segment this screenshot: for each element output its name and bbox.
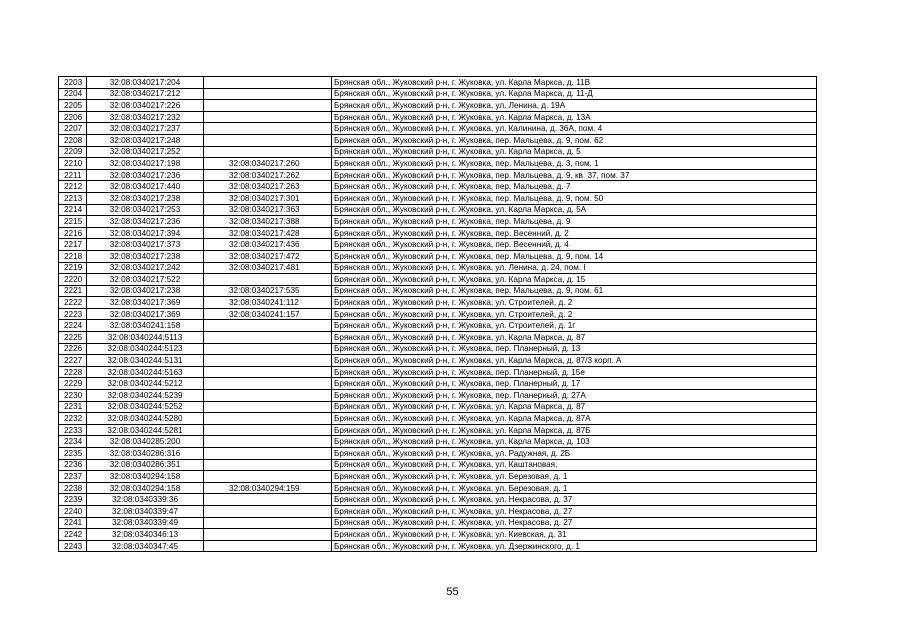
cadastral-number-cell: 32:08:0340217:238 <box>87 285 204 297</box>
cadastral-number-cell: 32:08:0340217:212 <box>87 88 204 100</box>
address-cell: Брянская обл., Жуковский р-н, г. Жуковка, ул. Дзержинского, д. 1 <box>332 540 817 552</box>
address-cell: Брянская обл., Жуковский р-н, г. Жуковка, ул. Березовая, д. 1 <box>332 471 817 483</box>
address-cell: Брянская обл., Жуковский р-н, г. Жуковка, пер. Мальцева, д. 9 <box>332 216 817 228</box>
address-cell: Брянская обл., Жуковский р-н, г. Жуковка, пер. Планерный, д. 13 <box>332 343 817 355</box>
table-row <box>59 192 817 204</box>
related-cadastral-number-cell: 32:08:0340217:301 <box>204 192 332 204</box>
row-number-cell: 2216 <box>59 227 87 239</box>
table-row <box>59 436 817 448</box>
cadastral-number-cell: 32:08:0340217:440 <box>87 181 204 193</box>
cadastral-number-cell: 32:08:0340346:13 <box>87 529 204 541</box>
related-cadastral-number-cell <box>204 424 332 436</box>
cadastral-number-cell: 32:08:0340217:522 <box>87 274 204 286</box>
table-row <box>59 494 817 506</box>
table-row <box>59 169 817 181</box>
cadastral-number-cell: 32:08:0340347:45 <box>87 540 204 552</box>
cadastral-number-cell: 32:08:0340217:238 <box>87 250 204 262</box>
related-cadastral-number-cell <box>204 320 332 332</box>
related-cadastral-number-cell <box>204 378 332 390</box>
row-number-cell: 2214 <box>59 204 87 216</box>
cadastral-number-cell: 32:08:0340244:5239 <box>87 390 204 402</box>
table-row <box>59 274 817 286</box>
address-cell: Брянская обл., Жуковский р-н, г. Жуковка, ул. Калинина, д. 36А, пом. 4 <box>332 123 817 135</box>
registry-table-body <box>59 77 817 552</box>
row-number-cell: 2215 <box>59 216 87 228</box>
address-cell: Брянская обл., Жуковский р-н, г. Жуковка, ул. Карла Маркса, д. 87А <box>332 413 817 425</box>
address-cell: Брянская обл., Жуковский р-н, г. Жуковка, ул. Карла Маркса, д. 87/3 корп. А <box>332 355 817 367</box>
related-cadastral-number-cell <box>204 517 332 529</box>
related-cadastral-number-cell: 32:08:0340241:157 <box>204 308 332 320</box>
row-number-cell: 2231 <box>59 401 87 413</box>
table-row <box>59 181 817 193</box>
row-number-cell: 2226 <box>59 343 87 355</box>
table-row <box>59 227 817 239</box>
row-number-cell: 2208 <box>59 134 87 146</box>
cadastral-number-cell: 32:08:0340217:226 <box>87 100 204 112</box>
table-row <box>59 146 817 158</box>
table-row <box>59 482 817 494</box>
related-cadastral-number-cell <box>204 448 332 460</box>
cadastral-number-cell: 32:08:0340294:158 <box>87 482 204 494</box>
cadastral-number-cell: 32:08:0340244:5113 <box>87 332 204 344</box>
related-cadastral-number-cell <box>204 343 332 355</box>
address-cell: Брянская обл., Жуковский р-н, г. Жуковка, ул. Карла Маркса, д. 11В <box>332 77 817 89</box>
related-cadastral-number-cell <box>204 459 332 471</box>
table-row <box>59 297 817 309</box>
cadastral-number-cell: 32:08:0340217:248 <box>87 134 204 146</box>
related-cadastral-number-cell <box>204 529 332 541</box>
table-row <box>59 332 817 344</box>
table-row <box>59 471 817 483</box>
row-number-cell: 2206 <box>59 111 87 123</box>
cadastral-number-cell: 32:08:0340217:373 <box>87 239 204 251</box>
related-cadastral-number-cell: 32:08:0340294:159 <box>204 482 332 494</box>
cadastral-number-cell: 32:08:0340217:237 <box>87 123 204 135</box>
address-cell: Брянская обл., Жуковский р-н, г. Жуковка, ул. Ленина, д. 24, пом. I <box>332 262 817 274</box>
row-number-cell: 2227 <box>59 355 87 367</box>
related-cadastral-number-cell <box>204 123 332 135</box>
cadastral-number-cell: 32:08:0340339:47 <box>87 505 204 517</box>
table-row <box>59 390 817 402</box>
cadastral-number-cell: 32:08:0340217:236 <box>87 216 204 228</box>
address-cell: Брянская обл., Жуковский р-н, г. Жуковка, ул. Каштановая, <box>332 459 817 471</box>
row-number-cell: 2239 <box>59 494 87 506</box>
related-cadastral-number-cell <box>204 88 332 100</box>
row-number-cell: 2234 <box>59 436 87 448</box>
cadastral-number-cell: 32:08:0340217:369 <box>87 297 204 309</box>
address-cell: Брянская обл., Жуковский р-н, г. Жуковка, ул. Киевская, д. 31 <box>332 529 817 541</box>
related-cadastral-number-cell <box>204 413 332 425</box>
cadastral-number-cell: 32:08:0340217:198 <box>87 158 204 170</box>
table-row <box>59 204 817 216</box>
cadastral-number-cell: 32:08:0340217:232 <box>87 111 204 123</box>
address-cell: Брянская обл., Жуковский р-н, г. Жуковка, ул. Карла Маркса, д. 103 <box>332 436 817 448</box>
table-row <box>59 111 817 123</box>
address-cell: Брянская обл., Жуковский р-н, г. Жуковка, ул. Некрасова, д. 27 <box>332 517 817 529</box>
row-number-cell: 2205 <box>59 100 87 112</box>
cadastral-number-cell: 32:08:0340244:5163 <box>87 366 204 378</box>
table-row <box>59 262 817 274</box>
cadastral-number-cell: 32:08:0340244:5123 <box>87 343 204 355</box>
address-cell: Брянская обл., Жуковский р-н, г. Жуковка, ул. Карла Маркса, д. 87 <box>332 401 817 413</box>
row-number-cell: 2211 <box>59 169 87 181</box>
table-row <box>59 401 817 413</box>
address-cell: Брянская обл., Жуковский р-н, г. Жуковка, ул. Некрасова, д. 37 <box>332 494 817 506</box>
related-cadastral-number-cell <box>204 505 332 517</box>
address-cell: Брянская обл., Жуковский р-н, г. Жуковка, пер. Планерный, д. 17 <box>332 378 817 390</box>
related-cadastral-number-cell: 32:08:0340217:363 <box>204 204 332 216</box>
address-cell: Брянская обл., Жуковский р-н, г. Жуковка, пер. Мальцева, д. 3, пом. 1 <box>332 158 817 170</box>
cadastral-number-cell: 32:08:0340244:5280 <box>87 413 204 425</box>
table-row <box>59 239 817 251</box>
table-row <box>59 540 817 552</box>
cadastral-number-cell: 32:08:0340217:242 <box>87 262 204 274</box>
related-cadastral-number-cell: 32:08:0340217:263 <box>204 181 332 193</box>
related-cadastral-number-cell: 32:08:0340241:112 <box>204 297 332 309</box>
table-row <box>59 355 817 367</box>
row-number-cell: 2223 <box>59 308 87 320</box>
related-cadastral-number-cell <box>204 274 332 286</box>
row-number-cell: 2242 <box>59 529 87 541</box>
row-number-cell: 2225 <box>59 332 87 344</box>
row-number-cell: 2209 <box>59 146 87 158</box>
row-number-cell: 2217 <box>59 239 87 251</box>
row-number-cell: 2210 <box>59 158 87 170</box>
page-number: 55 <box>446 586 459 598</box>
address-cell: Брянская обл., Жуковский р-н, г. Жуковка, пер. Весенний, д. 4 <box>332 239 817 251</box>
row-number-cell: 2233 <box>59 424 87 436</box>
cadastral-number-cell: 32:08:0340244:5212 <box>87 378 204 390</box>
cadastral-number-cell: 32:08:0340339:49 <box>87 517 204 529</box>
table-row <box>59 366 817 378</box>
cadastral-number-cell: 32:08:0340217:238 <box>87 192 204 204</box>
cadastral-number-cell: 32:08:0340217:253 <box>87 204 204 216</box>
related-cadastral-number-cell: 32:08:0340217:535 <box>204 285 332 297</box>
related-cadastral-number-cell <box>204 100 332 112</box>
related-cadastral-number-cell: 32:08:0340217:428 <box>204 227 332 239</box>
related-cadastral-number-cell <box>204 134 332 146</box>
related-cadastral-number-cell <box>204 332 332 344</box>
cadastral-number-cell: 32:08:0340339:36 <box>87 494 204 506</box>
table-row <box>59 100 817 112</box>
related-cadastral-number-cell <box>204 355 332 367</box>
related-cadastral-number-cell <box>204 390 332 402</box>
related-cadastral-number-cell <box>204 401 332 413</box>
table-row <box>59 343 817 355</box>
row-number-cell: 2221 <box>59 285 87 297</box>
row-number-cell: 2222 <box>59 297 87 309</box>
row-number-cell: 2235 <box>59 448 87 460</box>
address-cell: Брянская обл., Жуковский р-н, г. Жуковка, пер. Мальцева, д. 9, пом. 50 <box>332 192 817 204</box>
related-cadastral-number-cell: 32:08:0340217:262 <box>204 169 332 181</box>
table-row <box>59 517 817 529</box>
related-cadastral-number-cell: 32:08:0340217:436 <box>204 239 332 251</box>
address-cell: Брянская обл., Жуковский р-н, г. Жуковка, пер. Мальцева, д. 9, кв. 37, пом. 37 <box>332 169 817 181</box>
row-number-cell: 2212 <box>59 181 87 193</box>
address-cell: Брянская обл., Жуковский р-н, г. Жуковка, пер. Мальцева, д. 9, пом. 14 <box>332 250 817 262</box>
address-cell: Брянская обл., Жуковский р-н, г. Жуковка, ул. Строителей, д. 2 <box>332 308 817 320</box>
address-cell: Брянская обл., Жуковский р-н, г. Жуковка, ул. Карла Маркса, д. 87Б <box>332 424 817 436</box>
related-cadastral-number-cell <box>204 471 332 483</box>
table-row <box>59 413 817 425</box>
address-cell: Брянская обл., Жуковский р-н, г. Жуковка, ул. Ленина, д. 19А <box>332 100 817 112</box>
row-number-cell: 2241 <box>59 517 87 529</box>
cadastral-number-cell: 32:08:0340285:200 <box>87 436 204 448</box>
row-number-cell: 2204 <box>59 88 87 100</box>
cadastral-number-cell: 32:08:0340217:252 <box>87 146 204 158</box>
row-number-cell: 2240 <box>59 505 87 517</box>
related-cadastral-number-cell: 32:08:0340217:481 <box>204 262 332 274</box>
cadastral-number-cell: 32:08:0340286:351 <box>87 459 204 471</box>
row-number-cell: 2236 <box>59 459 87 471</box>
table-row <box>59 320 817 332</box>
address-cell: Брянская обл., Жуковский р-н, г. Жуковка, ул. Карла Маркса, д. 13А <box>332 111 817 123</box>
cadastral-number-cell: 32:08:0340217:369 <box>87 308 204 320</box>
address-cell: Брянская обл., Жуковский р-н, г. Жуковка, пер. Мальцева, д. 9, пом. 62 <box>332 134 817 146</box>
related-cadastral-number-cell <box>204 436 332 448</box>
cadastral-number-cell: 32:08:0340217:204 <box>87 77 204 89</box>
row-number-cell: 2224 <box>59 320 87 332</box>
related-cadastral-number-cell <box>204 540 332 552</box>
table-row <box>59 134 817 146</box>
related-cadastral-number-cell <box>204 146 332 158</box>
related-cadastral-number-cell: 32:08:0340217:388 <box>204 216 332 228</box>
table-row <box>59 250 817 262</box>
address-cell: Брянская обл., Жуковский р-н, г. Жуковка, ул. Карла Маркса, д. 5 <box>332 146 817 158</box>
address-cell: Брянская обл., Жуковский р-н, г. Жуковка, ул. Карла Маркса, д. 15 <box>332 274 817 286</box>
related-cadastral-number-cell <box>204 494 332 506</box>
row-number-cell: 2218 <box>59 250 87 262</box>
registry-table <box>58 76 817 552</box>
cadastral-number-cell: 32:08:0340217:236 <box>87 169 204 181</box>
related-cadastral-number-cell: 32:08:0340217:472 <box>204 250 332 262</box>
cadastral-number-cell: 32:08:0340217:394 <box>87 227 204 239</box>
cadastral-number-cell: 32:08:0340244:5252 <box>87 401 204 413</box>
row-number-cell: 2237 <box>59 471 87 483</box>
address-cell: Брянская обл., Жуковский р-н, г. Жуковка, ул. Карла Маркса, д. 11-Д <box>332 88 817 100</box>
address-cell: Брянская обл., Жуковский р-н, г. Жуковка, ул. Строителей, д. 2 <box>332 297 817 309</box>
address-cell: Брянская обл., Жуковский р-н, г. Жуковка, пер. Планерный, д. 15е <box>332 366 817 378</box>
address-cell: Брянская обл., Жуковский р-н, г. Жуковка, ул. Радужная, д. 2Б <box>332 448 817 460</box>
table-row <box>59 459 817 471</box>
address-cell: Брянская обл., Жуковский р-н, г. Жуковка, пер. Планерный, д. 27А <box>332 390 817 402</box>
row-number-cell: 2219 <box>59 262 87 274</box>
table-row <box>59 123 817 135</box>
row-number-cell: 2230 <box>59 390 87 402</box>
row-number-cell: 2207 <box>59 123 87 135</box>
table-row <box>59 158 817 170</box>
row-number-cell: 2213 <box>59 192 87 204</box>
cadastral-number-cell: 32:08:0340241:158 <box>87 320 204 332</box>
row-number-cell: 2229 <box>59 378 87 390</box>
cadastral-number-cell: 32:08:0340294:158 <box>87 471 204 483</box>
related-cadastral-number-cell <box>204 366 332 378</box>
cadastral-number-cell: 32:08:0340244:5281 <box>87 424 204 436</box>
row-number-cell: 2203 <box>59 77 87 89</box>
cadastral-number-cell: 32:08:0340244:5131 <box>87 355 204 367</box>
table-row <box>59 77 817 89</box>
table-row <box>59 378 817 390</box>
table-row <box>59 308 817 320</box>
address-cell: Брянская обл., Жуковский р-н, г. Жуковка, пер. Весенний, д. 2 <box>332 227 817 239</box>
related-cadastral-number-cell <box>204 111 332 123</box>
address-cell: Брянская обл., Жуковский р-н, г. Жуковка, ул. Карла Маркса, д. 5А <box>332 204 817 216</box>
table-row <box>59 529 817 541</box>
address-cell: Брянская обл., Жуковский р-н, г. Жуковка, ул. Карла Маркса, д. 87 <box>332 332 817 344</box>
row-number-cell: 2238 <box>59 482 87 494</box>
table-row <box>59 216 817 228</box>
address-cell: Брянская обл., Жуковский р-н, г. Жуковка, ул. Березовая, д. 1 <box>332 482 817 494</box>
address-cell: Брянская обл., Жуковский р-н, г. Жуковка, пер. Мальцева, д. 7 <box>332 181 817 193</box>
related-cadastral-number-cell: 32:08:0340217:260 <box>204 158 332 170</box>
table-row <box>59 285 817 297</box>
address-cell: Брянская обл., Жуковский р-н, г. Жуковка, ул. Строителей, д. 1г <box>332 320 817 332</box>
table-row <box>59 88 817 100</box>
cadastral-number-cell: 32:08:0340286:316 <box>87 448 204 460</box>
address-cell: Брянская обл., Жуковский р-н, г. Жуковка, ул. Некрасова, д. 27 <box>332 505 817 517</box>
table-row <box>59 505 817 517</box>
row-number-cell: 2243 <box>59 540 87 552</box>
table-row <box>59 448 817 460</box>
table-row <box>59 424 817 436</box>
related-cadastral-number-cell <box>204 77 332 89</box>
row-number-cell: 2232 <box>59 413 87 425</box>
row-number-cell: 2228 <box>59 366 87 378</box>
row-number-cell: 2220 <box>59 274 87 286</box>
address-cell: Брянская обл., Жуковский р-н, г. Жуковка, пер. Мальцева, д. 9, пом. 61 <box>332 285 817 297</box>
